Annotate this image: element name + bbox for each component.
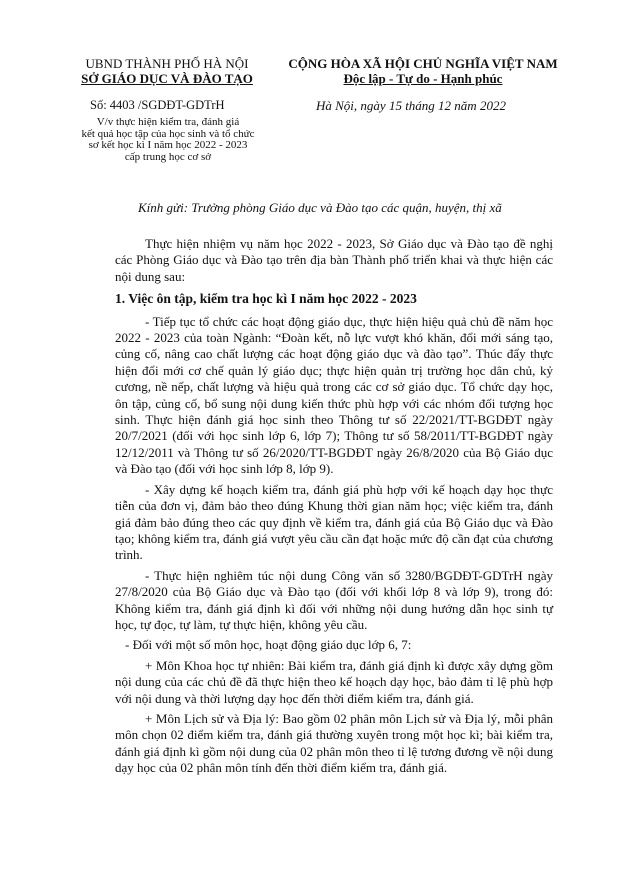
org-line-2: SỞ GIÁO DỤC VÀ ĐÀO TẠO <box>81 71 253 86</box>
subject-line: cấp trung học cơ sở <box>124 150 212 163</box>
intro-paragraph: Thực hiện nhiệm vụ năm học 2022 - 2023, Sở Giáo dục và Đào tạo đề nghị các Phòng Giáo dục và Đào tạo trên địa bàn Thành phố triển khai và thực hiện các nội dung sau: <box>115 236 553 284</box>
body-paragraph: - Đối với một số môn học, hoạt động giáo dục lớp 6, 7: <box>125 637 412 653</box>
document-date: Hà Nội, ngày 15 tháng 12 năm 2022 <box>316 98 506 113</box>
body-paragraph: + Môn Lịch sử và Địa lý: Bao gồm 02 phân môn Lịch sử và Địa lý, mỗi phân môn chọn 02 điểm kiểm tra, đánh giá thường xuyên trong một học kì; bài kiểm tra, đánh giá định kì gồm nội dung của 02 phân môn theo tỉ lệ tương đương về nội dung dạy học của 02 phân môn tính đến thời điểm kiểm tra, đánh giá. <box>115 710 553 776</box>
document-body <box>115 236 553 781</box>
body-paragraph: - Xây dựng kế hoạch kiểm tra, đánh giá phù hợp với kế hoạch dạy học thực tiễn của đơn vị, đảm bảo theo đúng Khung thời gian năm học; việc kiểm tra, đánh giá đảm bảo đúng theo các quy định về kiểm tra, đánh giá của Bộ Giáo dục và Đào tạo; không kiểm tra, đánh giá vượt yêu cầu cần đạt hoặc mức độ cần đạt của chương trình. <box>115 481 553 563</box>
nation-line-2: Độc lập - Tự do - Hạnh phúc <box>343 71 503 86</box>
body-paragraph: - Thực hiện nghiêm túc nội dung Công văn số 3280/BGDĐT-GDTrH ngày 27/8/2020 của Bộ Giáo dục và Đào tạo (đối với khối lớp 8 và lớp 9), trong đó: Không kiểm tra, đánh giá định kì đối với những nội dung hướng dẫn học sinh tự học, tự đọc, tự làm, tự thực hiện, không yêu cầu. <box>115 567 553 632</box>
org-line-1: UBND THÀNH PHỐ HÀ NỘI <box>85 56 249 71</box>
document-number: Số: 4403 /SGDĐT-GDTrH <box>90 98 225 112</box>
section-1-title: 1. Việc ôn tập, kiểm tra học kì I năm học 2022 - 2023 <box>115 291 417 307</box>
body-paragraph: + Môn Khoa học tự nhiên: Bài kiểm tra, đánh giá định kì được xây dựng gồm nội dung của các chủ đề đã thực hiện theo kế hoạch dạy học, bảo đảm tỉ lệ phù hợp với nội dung và thời lượng dạy học đến thời điểm kiểm tra, đánh giá. <box>115 657 553 706</box>
document-subject <box>62 117 274 163</box>
nation-line-1: CỘNG HÒA XÃ HỘI CHỦ NGHĨA VIỆT NAM <box>288 56 558 71</box>
subject-line: V/v thực hiện kiểm tra, đánh giá <box>96 116 240 128</box>
subject-line: sơ kết học kì I năm học 2022 - 2023 <box>88 139 248 151</box>
recipient-line: Kính gửi: Trưởng phòng Giáo dục và Đào tạo các quận, huyện, thị xã <box>138 200 502 215</box>
national-header <box>278 56 568 86</box>
subject-line: kết quả học tập của học sinh và tổ chức <box>81 127 255 140</box>
issuer-header <box>62 56 272 86</box>
body-paragraph: - Tiếp tục tổ chức các hoạt động giáo dục, thực hiện hiệu quả chủ đề năm học 2022 - 2023 của toàn Ngành: “Đoàn kết, nỗ lực vượt khó khăn, đổi mới sáng tạo, củng cố, nâng cao chất lượng các hoạt động giáo dục và đào tạo”. Thúc đẩy thực hiện đổi mới cơ chế quản lý giáo dục; thực hiện quản trị trường học dân chủ, kỷ cương, nề nếp, chất lượng và hiệu quả trong các cơ sở giáo dục. Tổ chức dạy học, ôn tập, củng cố, bổ sung nội dung kiến thức phù hợp với các nhóm đối tượng học sinh. Thực hiện đánh giá học sinh theo Thông tư số 22/2021/TT-BGDĐT ngày 20/7/2021 (đối với học sinh lớp 6, lớp 7); Thông tư số 58/2011/TT-BGDĐT ngày 12/12/2011 và Thông tư số 26/2020/TT-BGDĐT ngày 26/8/2020 của Bộ Giáo dục và Đào tạo (đối với học sinh lớp 8, lớp 9). <box>115 313 553 477</box>
